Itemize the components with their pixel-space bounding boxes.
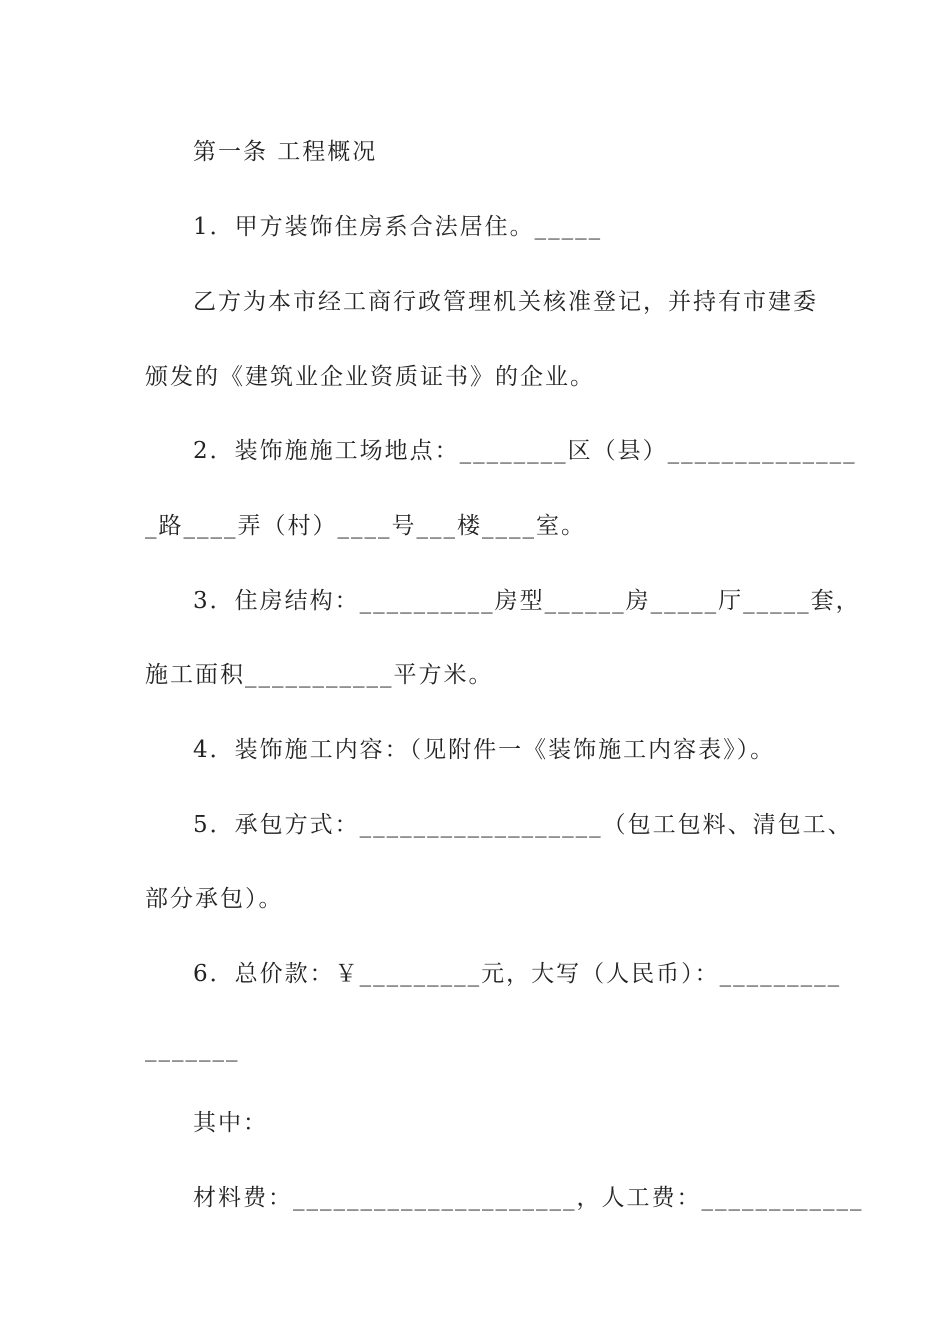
breakdown-label: 其中： — [193, 1110, 268, 1136]
contractor-line-2: 颁发的《建筑业企业资质证书》的企业。 — [145, 364, 595, 390]
clause-2-line-1: 2．装饰施施工场地点：________区（县）______________ — [193, 438, 857, 464]
clause-5-line-1: 5．承包方式：__________________（包工包料、清包工、 — [193, 812, 853, 838]
section-heading: 第一条 工程概况 — [193, 139, 378, 165]
contractor-line-1: 乙方为本市经工商行政管理机关核准登记，并持有市建委 — [193, 289, 818, 315]
clause-6-line-1: 6．总价款：￥_________元，大写（人民币）：_________ — [193, 961, 842, 987]
clause-6-line-2: _______ — [145, 1036, 240, 1062]
clause-3-line-1: 3．住房结构：__________房型______房_____厅_____套， — [193, 588, 861, 614]
clause-2-line-2: _路____弄（村）____号___楼____室。 — [145, 513, 586, 539]
clause-1-line: 1．甲方装饰住房系合法居住。_____ — [193, 214, 603, 240]
clause-3-line-2: 施工面积___________平方米。 — [145, 662, 494, 688]
cost-breakdown-line: 材料费：_____________________，人工费：____________ — [193, 1185, 864, 1211]
clause-4-line: 4．装饰施工内容：（见附件一《装饰施工内容表》）。 — [193, 737, 776, 763]
clause-5-line-2: 部分承包）。 — [145, 886, 284, 912]
